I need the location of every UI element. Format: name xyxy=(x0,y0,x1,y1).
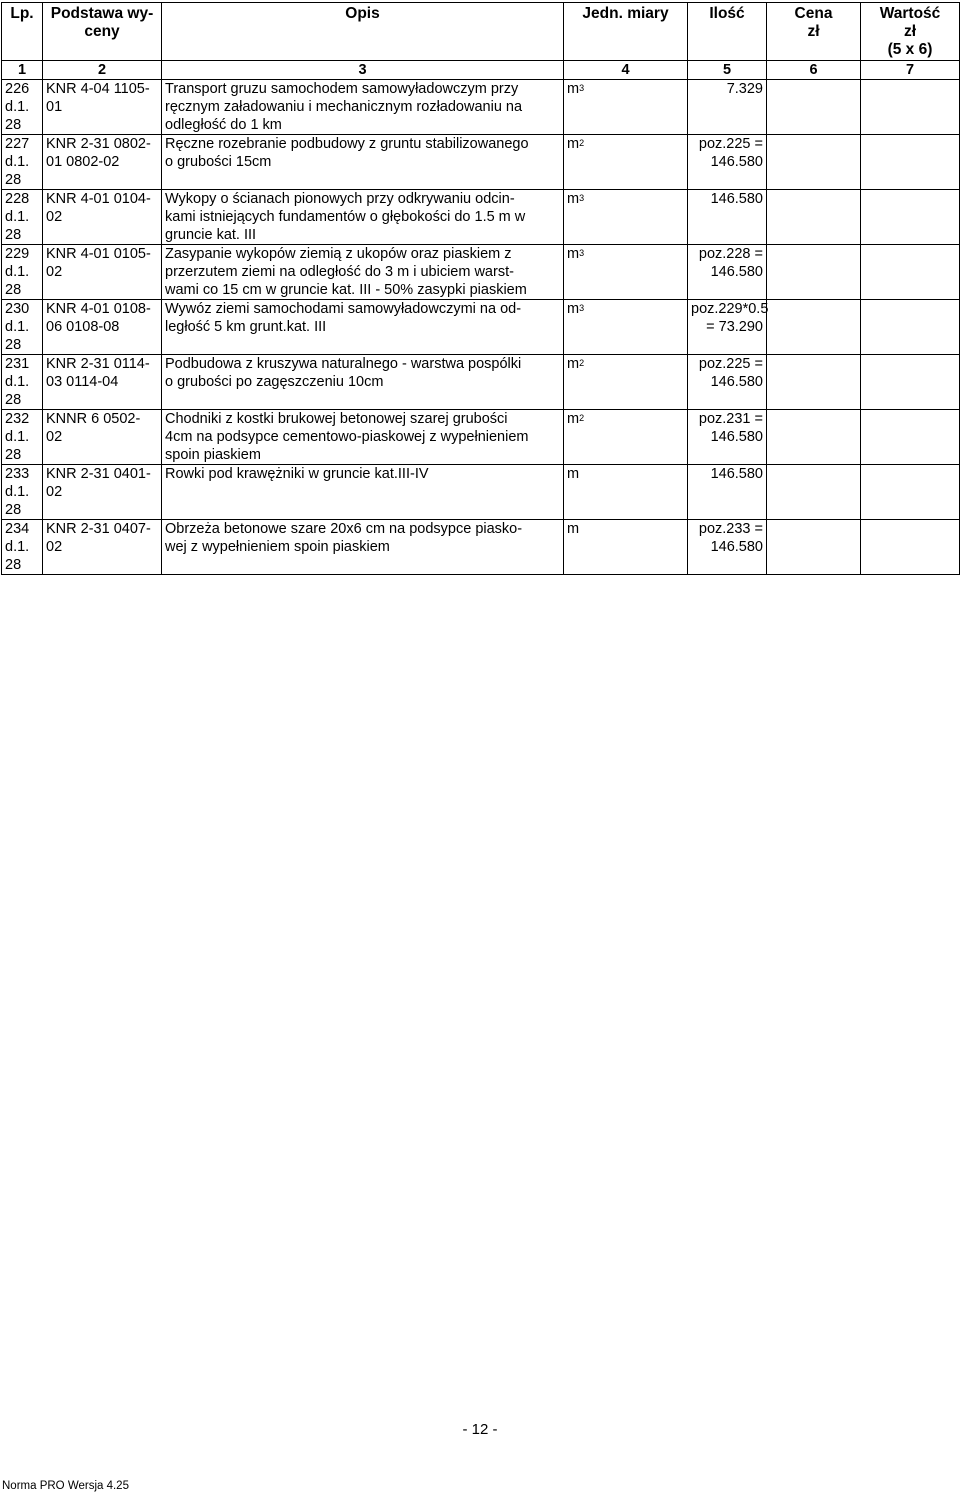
row-unit xyxy=(564,355,688,410)
col-number: 1 xyxy=(2,61,43,80)
row-base: KNNR 6 0502- 02 xyxy=(43,410,162,465)
row-quantity: poz.229*0.5 = 73.290 xyxy=(688,300,767,355)
unit-exponent: 3 xyxy=(579,193,585,203)
unit-main: $m^2$ xyxy=(567,356,585,372)
table-row xyxy=(2,190,960,245)
page-number: - 12 - xyxy=(462,1421,498,1438)
row-quantity: poz.233 = 146.580 xyxy=(688,520,767,575)
row-unit xyxy=(564,80,688,135)
col-number: 6 xyxy=(767,61,861,80)
row-lp: 227 d.1. 28 xyxy=(2,135,43,190)
row-description: Obrzeża betonowe szare 20x6 cm na podsypce piasko- wej z wypełnieniem spoin piaskiem xyxy=(162,520,564,575)
col-header-lp: Lp. xyxy=(2,3,43,61)
unit-main: $m^3$ xyxy=(567,191,585,207)
table-row xyxy=(2,300,960,355)
row-lp: 233 d.1. 28 xyxy=(2,465,43,520)
unit-main: $m^3$ xyxy=(567,301,585,317)
row-price xyxy=(767,190,861,245)
row-price xyxy=(767,245,861,300)
col-header-unit: Jedn. miary xyxy=(564,3,688,61)
col-header-base: Podstawa wy- ceny xyxy=(43,3,162,61)
row-value xyxy=(861,80,960,135)
unit-main: $m^3$ xyxy=(567,81,585,97)
row-description: Ręczne rozebranie podbudowy z gruntu stabilizowanego o grubości 15cm xyxy=(162,135,564,190)
table-row xyxy=(2,520,960,575)
row-lp: 230 d.1. 28 xyxy=(2,300,43,355)
row-price xyxy=(767,465,861,520)
table-row xyxy=(2,135,960,190)
row-quantity: 146.580 xyxy=(688,190,767,245)
row-value xyxy=(861,245,960,300)
row-value xyxy=(861,135,960,190)
row-lp: 232 d.1. 28 xyxy=(2,410,43,465)
unit-main: $m^3$ xyxy=(567,246,585,262)
row-quantity: poz.225 = 146.580 xyxy=(688,355,767,410)
row-description: Podbudowa z kruszywa naturalnego - warstwa pospólki o grubości po zagęszczeniu 10cm xyxy=(162,355,564,410)
row-lp: 228 d.1. 28 xyxy=(2,190,43,245)
row-quantity: 7.329 xyxy=(688,80,767,135)
row-value xyxy=(861,300,960,355)
row-base: KNR 4-04 1105- 01 xyxy=(43,80,162,135)
row-base: KNR 2-31 0802- 01 0802-02 xyxy=(43,135,162,190)
row-base: KNR 4-01 0105- 02 xyxy=(43,245,162,300)
row-base: KNR 2-31 0401- 02 xyxy=(43,465,162,520)
row-price xyxy=(767,520,861,575)
row-value xyxy=(861,465,960,520)
row-base: KNR 4-01 0104- 02 xyxy=(43,190,162,245)
row-description: Transport gruzu samochodem samowyładowczym przy ręcznym załadowaniu i mechanicznym rozładowaniu na odległość do 1 km xyxy=(162,80,564,135)
row-lp: 234 d.1. 28 xyxy=(2,520,43,575)
software-version: Norma PRO Wersja 4.25 xyxy=(2,1480,129,1492)
row-base: KNR 2-31 0114- 03 0114-04 xyxy=(43,355,162,410)
row-quantity: poz.225 = 146.580 xyxy=(688,135,767,190)
table-row xyxy=(2,80,960,135)
unit-exponent: 3 xyxy=(579,248,585,258)
unit-exponent: 2 xyxy=(579,358,585,368)
col-header-desc: Opis xyxy=(162,3,564,61)
table-row xyxy=(2,245,960,300)
col-header-qty: Ilość xyxy=(688,3,767,61)
row-price xyxy=(767,410,861,465)
unit-exponent: 3 xyxy=(579,83,585,93)
col-header-value: Wartość zł (5 x 6) xyxy=(861,3,960,61)
unit-exponent: 3 xyxy=(579,303,585,313)
col-number: 3 xyxy=(162,61,564,80)
row-unit xyxy=(564,245,688,300)
row-value xyxy=(861,190,960,245)
row-unit xyxy=(564,135,688,190)
unit-exponent: 2 xyxy=(579,413,585,423)
row-description: Zasypanie wykopów ziemią z ukopów oraz piaskiem z przerzutem ziemi na odległość do 3 m i ubiciem warst- wami co 15 cm w gruncie kat. III - 50% zasypki piaskiem xyxy=(162,245,564,300)
row-value xyxy=(861,355,960,410)
row-price xyxy=(767,300,861,355)
col-number: 7 xyxy=(861,61,960,80)
row-quantity: poz.228 = 146.580 xyxy=(688,245,767,300)
row-unit xyxy=(564,465,688,520)
row-unit xyxy=(564,190,688,245)
row-lp: 226 d.1. 28 xyxy=(2,80,43,135)
col-header-price: Cena zł xyxy=(767,3,861,61)
row-lp: 229 d.1. 28 xyxy=(2,245,43,300)
row-price xyxy=(767,355,861,410)
row-quantity: poz.231 = 146.580 xyxy=(688,410,767,465)
unit-main: $m^2$ xyxy=(567,136,585,152)
row-description: Wykopy o ścianach pionowych przy odkrywaniu odcin- kami istniejących fundamentów o głębokości do 1.5 m w gruncie kat. III xyxy=(162,190,564,245)
unit-main: m xyxy=(567,521,580,537)
unit-exponent: 2 xyxy=(579,138,585,148)
row-description: Rowki pod krawężniki w gruncie kat.III-IV xyxy=(162,465,564,520)
header-row xyxy=(2,3,960,61)
table-row xyxy=(2,355,960,410)
row-description: Wywóz ziemi samochodami samowyładowczymi na od- ległość 5 km grunt.kat. III xyxy=(162,300,564,355)
unit-main: $m^2$ xyxy=(567,411,585,427)
row-unit xyxy=(564,520,688,575)
row-price xyxy=(767,80,861,135)
row-value xyxy=(861,520,960,575)
row-description: Chodniki z kostki brukowej betonowej szarej grubości 4cm na podsypce cementowo-piaskowej z wypełnieniem spoin piaskiem xyxy=(162,410,564,465)
row-value xyxy=(861,410,960,465)
row-quantity: 146.580 xyxy=(688,465,767,520)
table-row xyxy=(2,465,960,520)
row-unit xyxy=(564,300,688,355)
unit-main: m xyxy=(567,466,580,482)
row-base: KNR 2-31 0407- 02 xyxy=(43,520,162,575)
row-unit xyxy=(564,410,688,465)
col-number: 5 xyxy=(688,61,767,80)
row-price xyxy=(767,135,861,190)
column-number-row xyxy=(2,61,960,80)
table-body xyxy=(2,80,960,575)
cost-estimate-table xyxy=(1,2,960,575)
col-number: 2 xyxy=(43,61,162,80)
col-number: 4 xyxy=(564,61,688,80)
row-lp: 231 d.1. 28 xyxy=(2,355,43,410)
table-row xyxy=(2,410,960,465)
row-base: KNR 4-01 0108- 06 0108-08 xyxy=(43,300,162,355)
